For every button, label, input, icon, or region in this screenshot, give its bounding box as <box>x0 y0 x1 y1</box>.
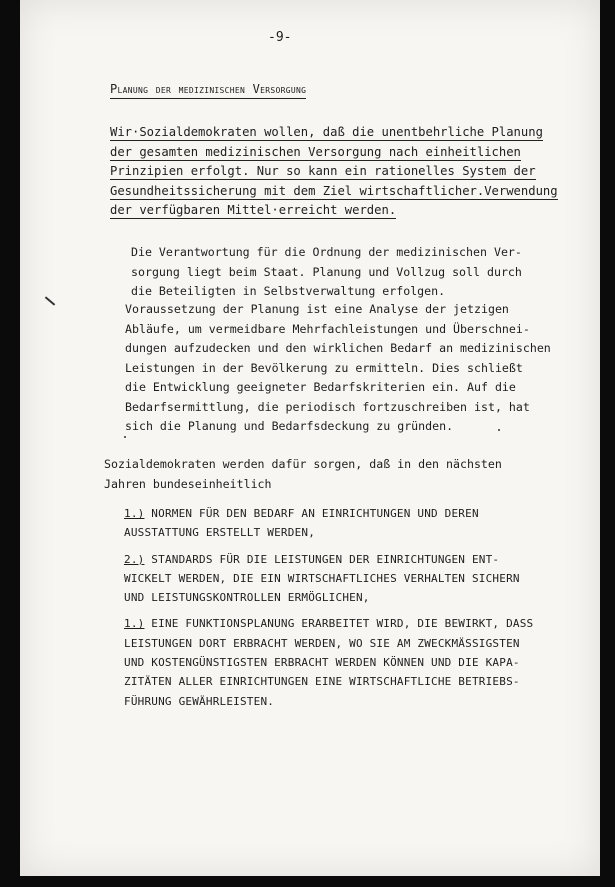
intro-line: Gesundheitssicherung mit dem Ziel wirtschaftlicher.Verwendung <box>110 183 558 198</box>
text-line: Die Verantwortung für die Ordnung der medizinischen Ver- <box>131 245 522 259</box>
ink-speck <box>124 436 126 438</box>
intro-statement <box>110 123 558 221</box>
text-line: sorgung liegt beim Staat. Planung und Vollzug soll durch <box>131 264 522 279</box>
text-line: die Beteiligten in Selbstverwaltung erfolgen. <box>131 284 446 298</box>
section-heading: Planung der medizinischen Versorgung <box>110 82 306 99</box>
item-number: 1.) <box>124 617 145 631</box>
list-item: 1.) NORMEN FÜR DEN BEDARF AN EINRICHTUNGEN UND DEREN AUSSTATTUNG ERSTELLT WERDEN, <box>124 507 479 540</box>
list-item: 1.) EINE FUNKTIONSPLANUNG ERARBEITET WIRD, DIE BEWIRKT, DASS LEISTUNGEN DORT ERBRACHT WERDEN, WO SIE AM ZWECKMÄSSIGSTEN UND KOSTENGÜNSTIGSTEN ERBRACHT WERDEN KÖNNEN UND DIE KAPA- ZITÄTEN ALLER EINRICHTUNGEN EINE WIRTSCHAFTLICHE BETRIEBS- FÜHRUNG GEWÄHRLEISTEN. <box>124 617 534 708</box>
margin-mark <box>45 296 55 305</box>
text-line: Jahren bundeseinheitlich <box>104 476 272 491</box>
page-number: -9- <box>268 30 292 45</box>
text-line: sich die Planung und Bedarfsdeckung zu gründen. <box>125 419 454 433</box>
intro-line: der gesamten medizinischen Versorgung nach einheitlichen <box>110 144 521 159</box>
numbered-list <box>124 504 533 718</box>
intro-line: Prinzipien erfolgt. Nur so kann ein rationelles System der <box>110 164 536 178</box>
item-number: 2.) <box>124 552 145 566</box>
text-line: Leistungen in der Bevölkerung zu ermitteln. Dies schließt <box>125 360 523 375</box>
text-line: Bedarfsermittlung, die periodisch fortzuschreiben ist, hat <box>125 399 530 414</box>
document-page <box>20 0 600 876</box>
item-number: 1.) <box>124 507 145 520</box>
text-line: dungen aufzudecken und den wirklichen Bedarf an medizinischen <box>125 341 551 355</box>
intro-line: der verfügbaren Mittel·erreicht werden. <box>110 203 397 217</box>
intro-line: Wir·Sozialdemokraten wollen, daß die unentbehrliche Planung <box>110 125 543 139</box>
paragraph-commitment <box>104 455 502 494</box>
text-line: Sozialdemokraten werden dafür sorgen, daß in den nächsten <box>104 457 502 471</box>
paragraph-analysis <box>125 300 551 437</box>
text-line: Abläufe, um vermeidbare Mehrfachleistungen und Überschnei- <box>125 321 530 336</box>
ink-speck <box>498 429 500 431</box>
text-line: Voraussetzung der Planung ist eine Analyse der jetzigen <box>125 302 509 316</box>
list-item: 2.) STANDARDS FÜR DIE LEISTUNGEN DER EINRICHTUNGEN ENT- WICKELT WERDEN, DIE EIN WIRTSCHAFTLICHES VERHALTEN SICHERN UND LEISTUNGSKONTROLLEN ERMÖGLICHEN, <box>124 552 520 605</box>
paragraph-responsibility <box>131 243 522 302</box>
text-line: die Entwicklung geeigneter Bedarfskriterien ein. Auf die <box>125 380 516 394</box>
